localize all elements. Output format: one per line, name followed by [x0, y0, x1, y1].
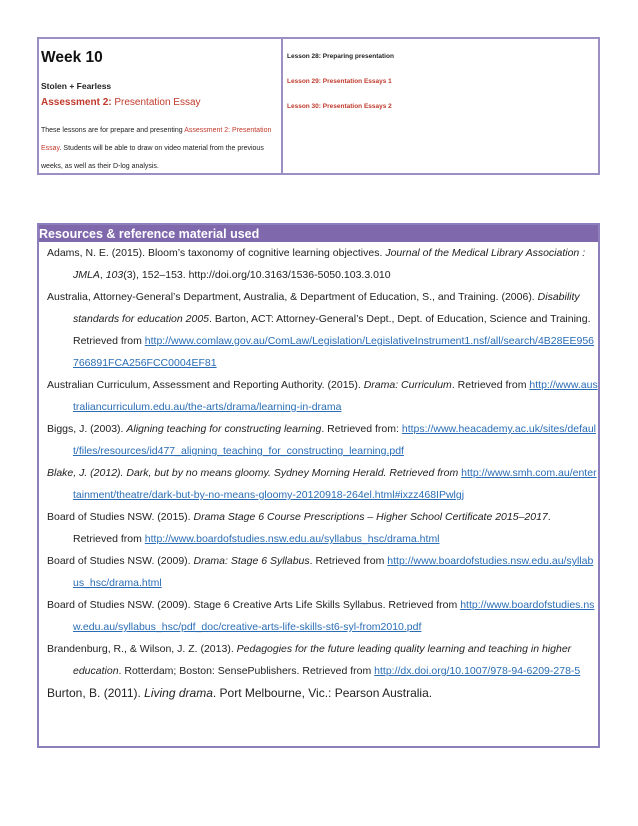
reference-ital: Journal of the Medical Library Association : JMLA	[73, 247, 586, 281]
reference-link[interactable]: http://www.comlaw.gov.au/ComLaw/Legislation/LegislativeInstrument1.nsf/all/search/4B28EE956766891FCA256FCC0004EF81	[73, 335, 594, 369]
unit-subtitle: Stolen + Fearless	[41, 81, 112, 91]
reference-post: . Barton, ACT: Attorney-General’s Dept., Dept. of Education, Science and Training. Retrieved from	[73, 313, 591, 347]
description-pre: These lessons are for prepare and presenting	[41, 127, 185, 134]
reference-item	[47, 242, 598, 286]
assessment-line	[41, 97, 281, 108]
reference-ital2: 103	[105, 269, 124, 281]
reference-ital: Drama: Stage 6 Syllabus	[193, 555, 310, 567]
reference-post: . Retrieved from	[309, 555, 388, 567]
reference-post2: (3), 152–153. http://doi.org/10.3163/1536-5050.103.3.010	[123, 269, 391, 281]
reference-ital: Pedagogies for the future leading quality learning and teaching in higher education	[73, 643, 572, 677]
reference-item	[47, 374, 598, 418]
reference-pre: Board of Studies NSW. (2009). Stage 6 Creative Arts Life Skills Syllabus. Retrieved from	[47, 599, 461, 611]
reference-pre: Adams, N. E. (2015). Bloom’s taxonomy of cognitive learning objectives.	[47, 247, 386, 259]
reference-pre: Board of Studies NSW. (2015).	[47, 511, 194, 523]
reference-ital: Living drama	[144, 686, 213, 700]
reference-link[interactable]: http://www.smh.com.au/entertainment/theatre/dark-but-by-no-means-gloomy-20120918-264el.html#ixzz468IPwlgj	[73, 467, 597, 501]
reference-link[interactable]: http://dx.doi.org/10.1007/978-94-6209-278-5	[374, 665, 581, 677]
reference-post: . Retrieved from	[73, 511, 551, 545]
lesson-29: Lesson 29: Presentation Essays 1	[287, 78, 392, 85]
reference-item	[47, 638, 598, 682]
reference-ital: Disability standards for education 2005	[73, 291, 580, 325]
reference-item	[47, 286, 598, 374]
reference-pre: Board of Studies NSW. (2009).	[47, 555, 194, 567]
assessment-label: Assessment 2:	[41, 97, 112, 108]
description-post: . Students will be able to draw on video material from the previous weeks, as well as their D-log analysis.	[41, 145, 264, 170]
reference-link[interactable]: https://www.heacademy.ac.uk/sites/default/files/resources/id477_aligning_teaching_for_constructing_learning.pdf	[73, 423, 597, 457]
lesson-28: Lesson 28: Preparing presentation	[287, 53, 394, 60]
reference-ital: Blake, J. (2012). Dark, but by no means gloomy. Sydney Morning Herald. Retrieved from	[47, 467, 459, 479]
week-title: Week 10	[41, 49, 103, 66]
week-description	[41, 122, 281, 176]
reference-post: . Rotterdam; Boston: SensePublishers. Retrieved from	[118, 665, 375, 677]
week-summary-cell	[39, 39, 283, 173]
resources-heading: Resources & reference material used	[39, 225, 598, 242]
lesson-30: Lesson 30: Presentation Essays 2	[287, 103, 392, 110]
description-assessment: Assessment 2: Presentation Essay	[41, 127, 272, 152]
reference-pre: Biggs, J. (2003).	[47, 423, 127, 435]
reference-pre: Australian Curriculum, Assessment and Reporting Authority. (2015).	[47, 379, 364, 391]
reference-item	[47, 594, 598, 638]
reference-ital: Drama: Curriculum	[363, 379, 452, 391]
reference-ital: Aligning teaching for constructing learning	[126, 423, 322, 435]
reference-pre: Australia, Attorney-General’s Department, Australia, & Department of Education, S., and Training. (2006).	[47, 291, 538, 303]
reference-post: . Retrieved from:	[321, 423, 402, 435]
reference-item	[47, 506, 598, 550]
reference-post: . Port Melbourne, Vic.: Pearson Australia.	[212, 686, 433, 700]
reference-pre: Burton, B. (2011).	[47, 686, 145, 700]
lessons-cell	[283, 39, 598, 173]
reference-link[interactable]: http://www.boardofstudies.nsw.edu.au/syllabus_hsc/pdf_doc/creative-arts-life-skills-st6-syl-from2010.pdf	[73, 599, 595, 633]
reference-item	[47, 462, 598, 506]
week-header-table	[37, 37, 600, 175]
reference-link[interactable]: http://www.boardofstudies.nsw.edu.au/syllabus_hsc/drama.html	[144, 533, 440, 545]
reference-pre: Brandenburg, R., & Wilson, J. Z. (2013).	[47, 643, 237, 655]
reference-post: . Retrieved from	[451, 379, 530, 391]
assessment-title: Presentation Essay	[114, 97, 201, 108]
reference-post: ,	[99, 269, 106, 281]
reference-item	[47, 550, 598, 594]
reference-item	[47, 418, 598, 462]
reference-link[interactable]: http://www.australiancurriculum.edu.au/the-arts/drama/learning-in-drama	[73, 379, 598, 413]
reference-item	[47, 682, 598, 704]
reference-list	[39, 242, 598, 704]
resources-table	[37, 223, 600, 748]
reference-ital: Drama Stage 6 Course Prescriptions – Higher School Certificate 2015–2017	[193, 511, 548, 523]
reference-link[interactable]: http://www.boardofstudies.nsw.edu.au/syllabus_hsc/drama.html	[73, 555, 594, 589]
